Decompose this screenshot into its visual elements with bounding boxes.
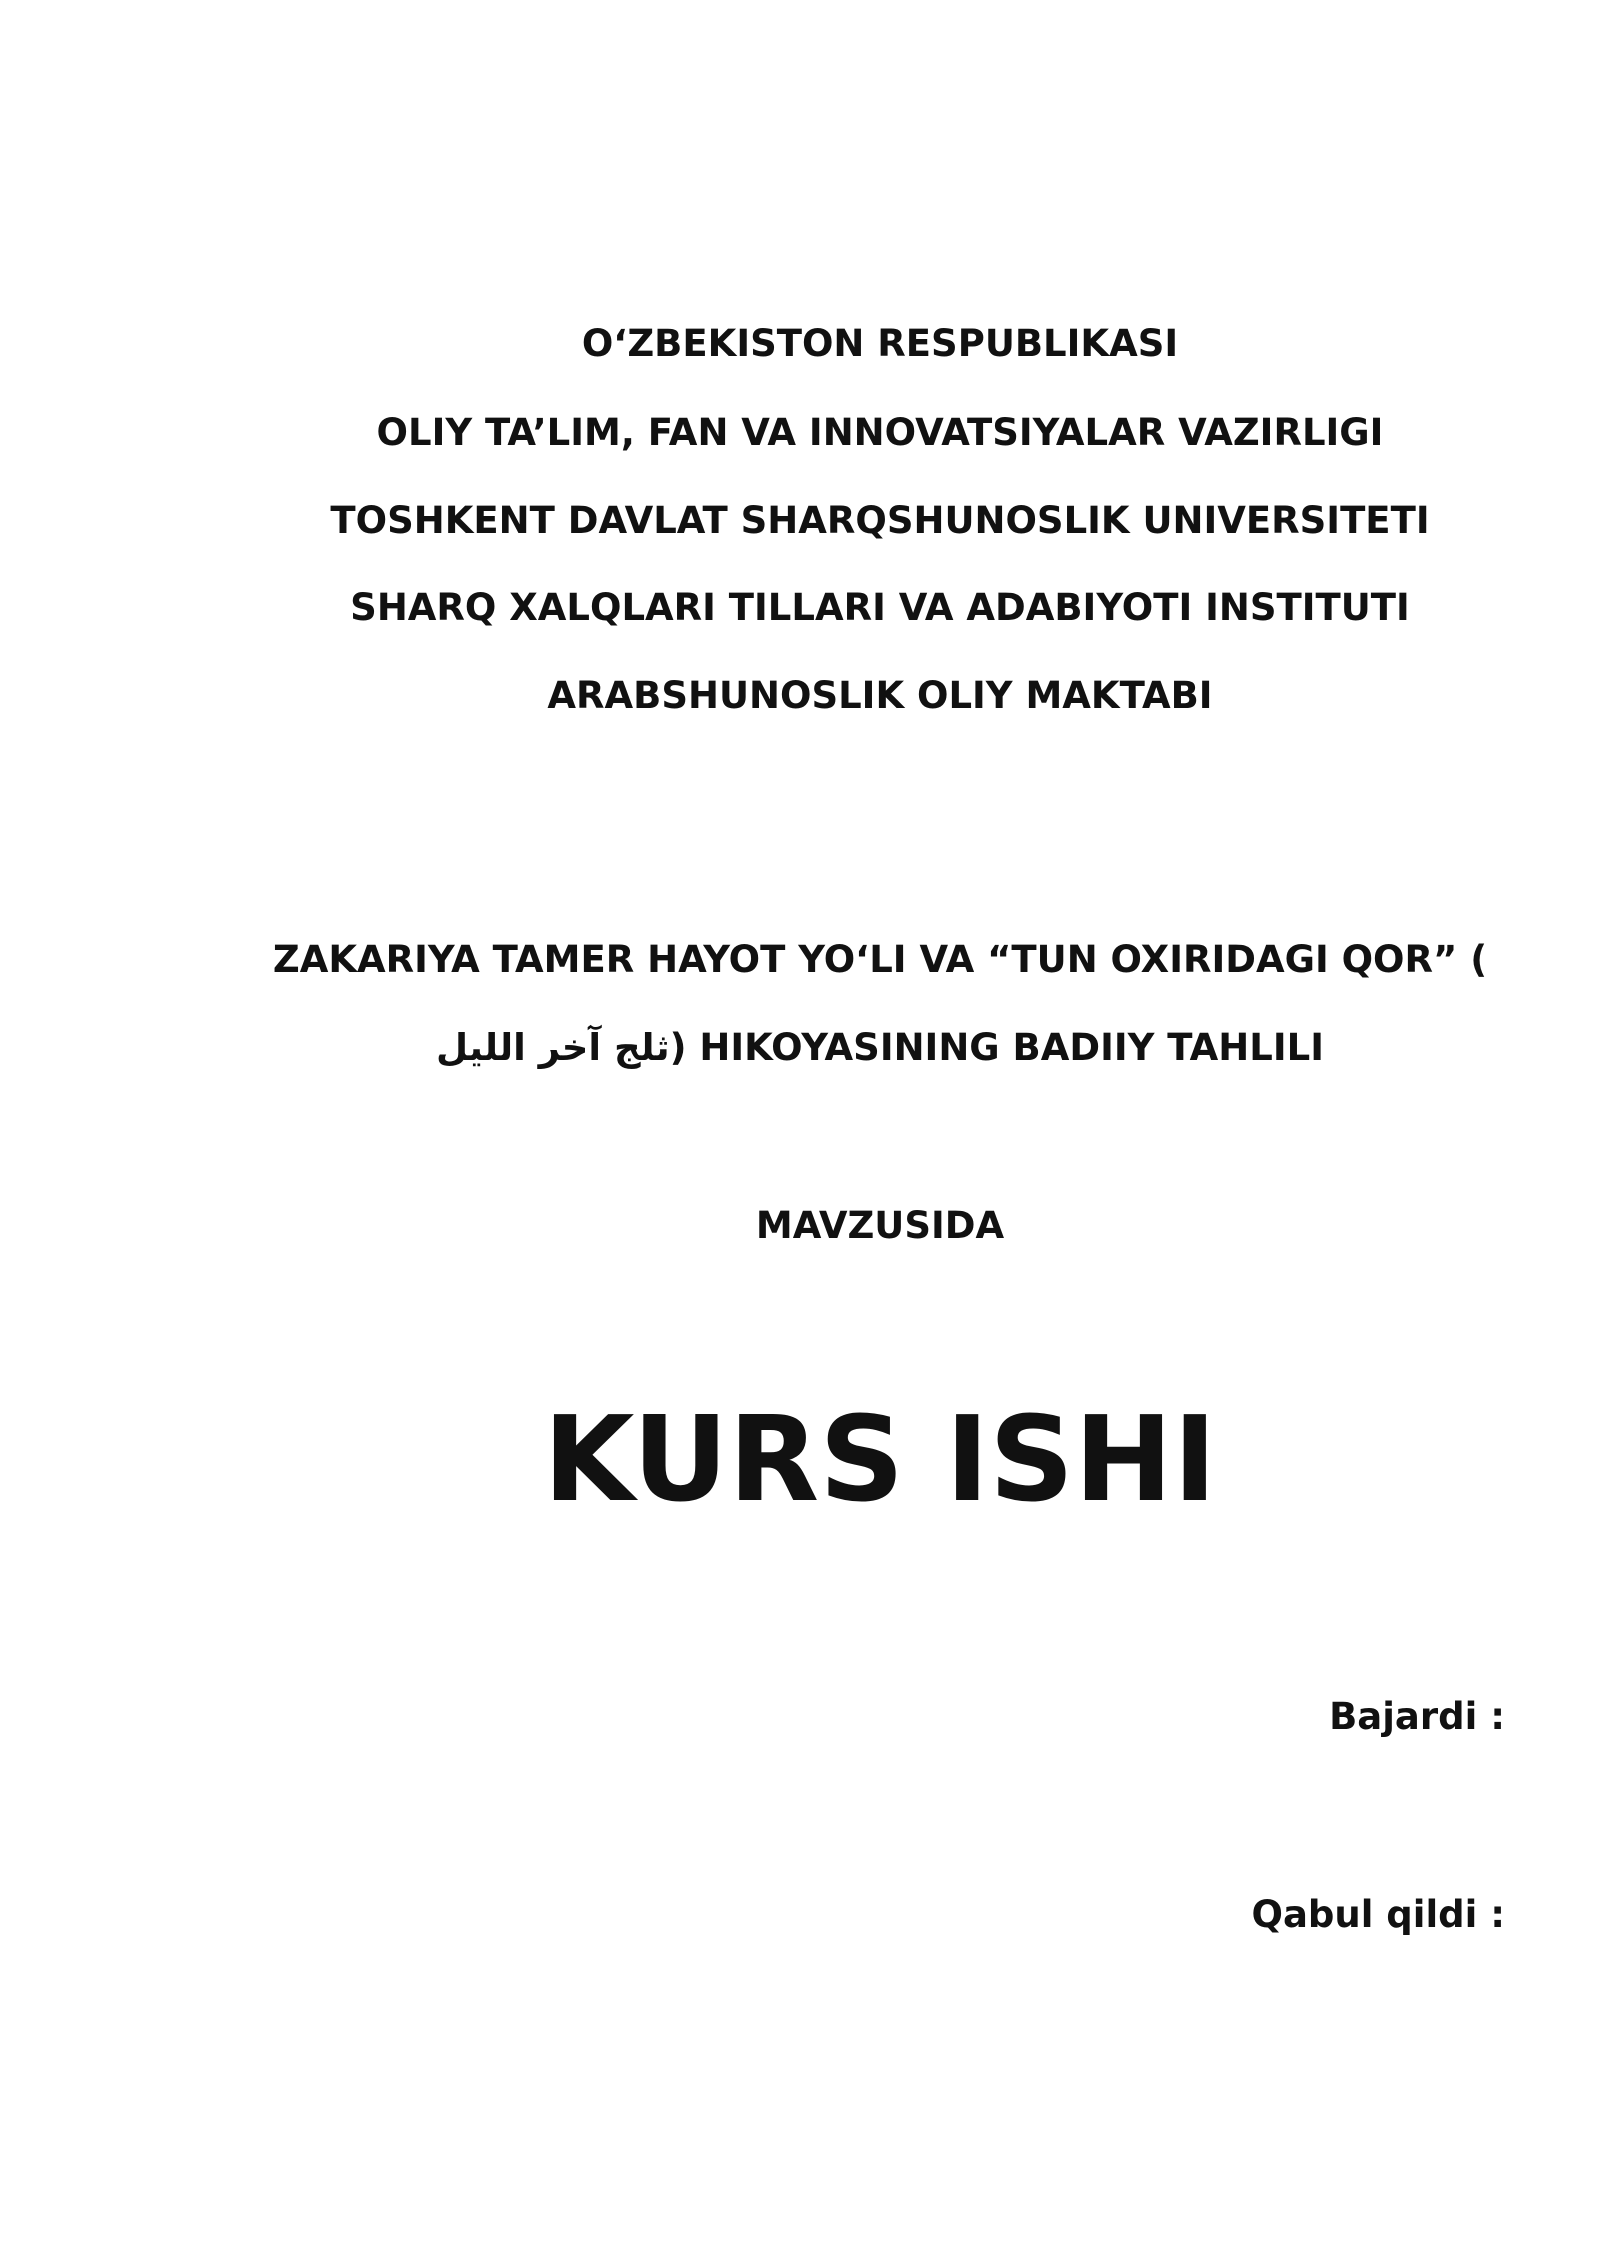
topic-title-line-2-rest: ) HIKOYASINING BADIIY TAHLILI — [669, 1026, 1324, 1069]
arabic-title-text: ثلج آخر الليل — [436, 1026, 670, 1069]
topic-title-line-1: ZAKARIYA TAMER HAYOT YO‘LI VA “TUN OXIRIDAGI QOR” ( — [272, 938, 1488, 981]
school-name-line: ARABSHUNOSLIK OLIY MAKTABI — [547, 674, 1213, 717]
topic-title-line-2 — [80, 1026, 1600, 1069]
institute-name-line: SHARQ XALQLARI TILLARI VA ADABIYOTI INSTITUTI — [350, 586, 1410, 629]
ministry-country-line: O‘ZBEKISTON RESPUBLIKASI — [581, 322, 1179, 365]
mavzusida-label: MAVZUSIDA — [755, 1204, 1005, 1247]
qabul-qildi-label: Qabul qildi : — [1251, 1893, 1505, 1936]
document-main-title: KURS ISHI — [543, 1390, 1217, 1528]
bajardi-label: Bajardi : — [1329, 1695, 1505, 1738]
university-name-line: TOSHKENT DAVLAT SHARQSHUNOSLIK UNIVERSITETI — [330, 499, 1430, 542]
ministry-name-line: OLIY TA’LIM, FAN VA INNOVATSIYALAR VAZIRLIGI — [376, 411, 1384, 454]
